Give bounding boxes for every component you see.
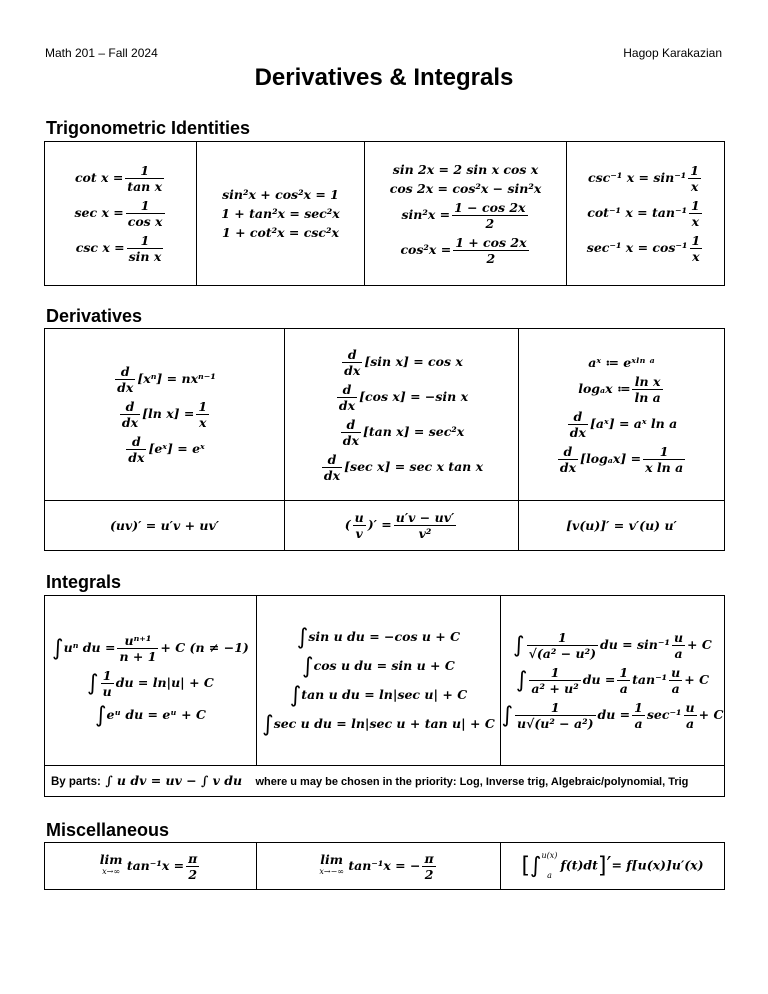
exp-integral: ∫eᵘ du = eᵘ + C	[95, 703, 206, 728]
by-parts-formula: ∫ u dv = uv − ∫ v du	[105, 773, 243, 788]
by-parts-label: By parts:	[51, 776, 101, 788]
section-trig-title: Trigonometric Identities	[46, 118, 251, 138]
sec-identity: sec x = $\frac{1}{\text{cos x}}$	[74, 198, 163, 229]
cot-identity: cot x = $\frac{1}{\text{tan x}}$	[74, 163, 163, 194]
int-inverse-trig-cell	[501, 596, 725, 766]
trig-pythagorean-cell	[197, 142, 365, 286]
integrals-table	[44, 595, 725, 797]
sec-integral: ∫sec u du = ln|sec u + tan u| + C	[262, 711, 495, 737]
csc-identity: csc x = $\frac{1}{\text{sin x}}$	[75, 233, 162, 264]
cos-integral: ∫cos u du = sin u + C	[302, 653, 455, 679]
section-derivatives-title: Derivatives	[46, 306, 143, 326]
quotient-rule-cell	[285, 501, 519, 551]
trig-reciprocal-cell	[45, 142, 197, 286]
asec-identity: sec⁻¹ x = cos⁻¹ $\frac{1}{x}$	[586, 233, 701, 264]
limit-pos-cell	[45, 843, 257, 890]
course-label: Math 201 – Fall 2024	[45, 46, 158, 60]
page-title: Derivatives & Integrals	[254, 64, 514, 91]
double-cos: cos 2x = cos²x − sin²x	[389, 180, 542, 196]
power-rule: $\frac{d}{dx}$ [xⁿ] = nxⁿ⁻¹	[117, 364, 216, 395]
arctan-integral: ∫ $\frac{1}{\text{a² + u²}}$ du = $\frac{1}{a}$ tan⁻¹ $\frac{u}{a}$ + C	[515, 665, 710, 696]
deriv-basic-cell	[45, 329, 285, 501]
deriv-trig-cell	[285, 329, 519, 501]
log-derivative: $\frac{d}{dx}$ [logₐx] = $\frac{1}{\text{x ln a}}$	[559, 443, 684, 475]
trig-table	[44, 141, 725, 286]
cos-squared: cos²x = $\frac{1 + \cos 2x}{2}$	[400, 234, 527, 266]
sin-derivative: $\frac{d}{dx}$ [sin x] = cos x	[344, 346, 463, 378]
reciprocal-integral: ∫ $\frac{1}{u}$ du = ln|u| + C	[87, 668, 214, 699]
ax-definition: aˣ ≔ eˣˡⁿ ᵃ	[588, 354, 655, 370]
cos-derivative: $\frac{d}{dx}$ [cos x] = −sin x	[338, 381, 469, 413]
limit-pos-infinity: lim x→∞ tan⁻¹x = $\frac{\pi}{2}$	[99, 850, 198, 882]
limit-neg-cell	[257, 843, 501, 890]
exp-derivative: $\frac{d}{dx}$ [eˣ] = eˣ	[128, 434, 205, 465]
tan-derivative: $\frac{d}{dx}$ [tan x] = sec²x	[342, 416, 465, 448]
arcsec-integral: ∫ $\frac{1}{\text{u√(u² − a²)}}$ du = $\frac{1}{a}$ sec⁻¹ $\frac{u}{a}$ + C	[501, 700, 724, 731]
sin-integral: ∫sin u du = −cos u + C	[296, 624, 461, 650]
deriv-exp-log-cell	[519, 329, 725, 501]
tan-integral: ∫tan u du = ln|sec u| + C	[289, 682, 468, 708]
derivatives-table	[44, 328, 725, 551]
arcsin-integral: ∫ $\frac{1}{\text{√(a² − u²)}}$ du = sin⁻¹ $\frac{u}{a}$ + C	[513, 630, 712, 661]
chain-rule: [v(u)]′ = v′(u) u′	[566, 518, 677, 533]
section-integrals-title: Integrals	[46, 572, 122, 592]
by-parts-cell	[45, 766, 725, 797]
quotient-rule: ( $\frac{u}{v}$ )′ = $\frac{u'v - uv'}{\text{v²}}$	[344, 510, 455, 541]
ax-derivative: $\frac{d}{dx}$ [aˣ] = aˣ ln a	[569, 408, 678, 440]
chain-rule-cell	[519, 501, 725, 551]
double-sin: sin 2x = 2 sin x cos x	[392, 161, 539, 177]
liat-note: where u may be chosen in the priority: Log, Inverse trig, Algebraic/polynomial, Trig	[255, 776, 689, 788]
product-rule: (uv)′ = u′v + uv′	[109, 518, 220, 533]
sec-derivative: $\frac{d}{dx}$ [sec x] = sec x tan x	[323, 451, 484, 483]
log-definition: logₐx ≔ $\frac{\text{ln x}}{\text{ln a}}$	[578, 373, 661, 405]
acot-identity: cot⁻¹ x = tan⁻¹ $\frac{1}{x}$	[587, 198, 700, 229]
ftc-formula: [∫ u(x) a f(t)dt]′= f[u(x)]u′(x)	[521, 851, 704, 880]
sin-squared: sin²x = $\frac{1 - \cos 2x}{2}$	[401, 199, 526, 231]
ln-derivative: $\frac{d}{dx}$ [ln x] = $\frac{1}{x}$	[121, 399, 208, 430]
pythagorean-3: 1 + cot²x = csc²x	[222, 225, 339, 240]
trig-inverse-cell	[567, 142, 725, 286]
misc-table	[44, 842, 725, 890]
product-rule-cell	[45, 501, 285, 551]
power-integral: ∫uⁿ du = $\frac{\text{uⁿ⁺¹}}{n + 1}$ + C (n ≠ −1)	[52, 633, 249, 664]
section-misc-title: Miscellaneous	[46, 820, 170, 840]
acsc-identity: csc⁻¹ x = sin⁻¹ $\frac{1}{x}$	[588, 163, 699, 194]
limit-neg-infinity: lim x→−∞ tan⁻¹x = − $\frac{\pi}{2}$	[319, 850, 434, 882]
int-basic-cell	[45, 596, 257, 766]
pythagorean-1: sin²x + cos²x = 1	[222, 187, 339, 202]
pythagorean-2: 1 + tan²x = sec²x	[221, 206, 340, 221]
trig-double-angle-cell	[365, 142, 567, 286]
int-trig-cell	[257, 596, 501, 766]
ftc-cell	[501, 843, 725, 890]
author-label: Hagop Karakazian	[623, 46, 722, 60]
